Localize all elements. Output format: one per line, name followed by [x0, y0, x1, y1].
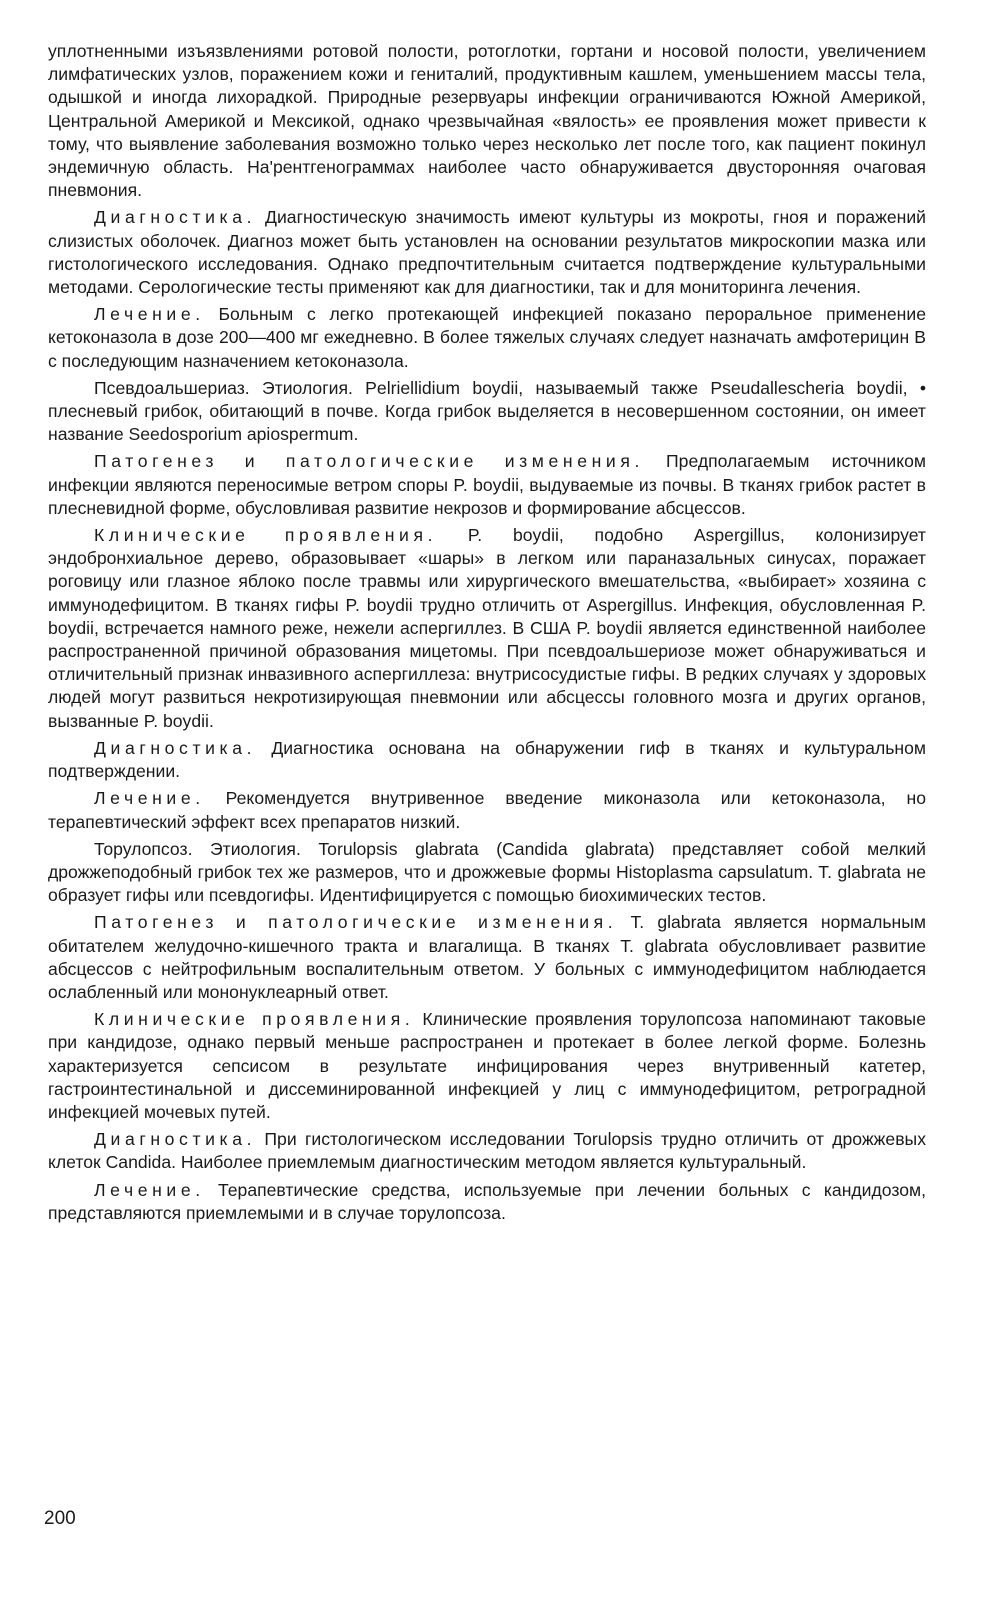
- paragraph-pathogenesis: [48, 450, 926, 520]
- paragraph-diagnostics: [48, 206, 926, 299]
- paragraph-treatment: [48, 1179, 926, 1225]
- page-body: [48, 40, 926, 1229]
- paragraph-text: Предполагаемым источником инфекции являются переносимые ветром споры P. boydii, выдуваемые из почвы. В тканях грибок растет в плесневидной форме, обусловливая развитие некрозов и формирование абсцессов.: [48, 451, 926, 518]
- paragraph-text: Рекомендуется внутривенное введение миконазола или кетоконазола, но терапевтический эффект всех препаратов низкий.: [48, 788, 926, 832]
- paragraph-text: Больным с легко протекающей инфекцией показано пероральное применение кетоконазола в дозе 200—400 мг ежедневно. В более тяжелых случаях следует назначать амфотерицин В с последующим назначением кетоконазола.: [48, 304, 926, 371]
- paragraph-text: T. glabrata является нормальным обитателем желудочно-кишечного тракта и влагалища. В тканях T. glabrata обусловливает развитие абсцессов с нейтрофильным воспалительным ответом. У больных с иммунодефицитом наблюдается ослабленный или мононуклеарный ответ.: [48, 912, 926, 1002]
- paragraph-pathogenesis: [48, 911, 926, 1004]
- paragraph-text: Клинические проявления торулопсоза напоминают таковые при кандидозе, однако первый меньше распространен и протекает в более легкой форме. Болезнь характеризуется сепсисом в результате инфицирования через внутривенный катетер, гастроинтестинальной и диссеминированной инфекцией у лиц с иммунодефицитом, ретроградной инфекцией мочевых путей.: [48, 1009, 926, 1122]
- paragraph-heading: Диагностика.: [94, 737, 257, 758]
- paragraph-text: P. boydii, подобно Aspergillus, колонизирует эндобронхиальное дерево, образовывает «шары» в легком или параназальных синусах, поражает роговицу или глазное яблоко после травмы или хирургического вмешательства, «выбирает» хозяина с иммунодефицитом. В тканях гифы P. boydii трудно отличить от Aspergillus. Инфекция, обусловленная P. boydii, встречается намного реже, нежели аспергиллез. В США P. boydii является единственной наиболее распространенной причиной образования мицетомы. При псевдоальшериозе может обнаруживаться и отличительный признак инвазивного аспергиллеза: внутрисосудистые гифы. В редких случаях у здоровых людей могут развиться некротизирующая пневмонии или абсцессы головного мозга и других органов, вызванные P. boydii.: [48, 525, 926, 731]
- paragraph-text: Терапевтические средства, используемые при лечении больных с кандидозом, представляются приемлемыми и в случае торулопсоза.: [48, 1179, 926, 1223]
- paragraph-heading: Клинические проявления.: [94, 1009, 415, 1030]
- paragraph-heading: Лечение.: [94, 1179, 205, 1200]
- paragraph-clinical-manifestations: [48, 1008, 926, 1124]
- paragraph-text: При гистологическом исследовании Torulopsis трудно отличить от дрожжевых клеток Candida. Наиболее приемлемым диагностическим методом является культуральный.: [48, 1129, 926, 1173]
- paragraph-text: Pelriellidium boydii, называемый также Pseudallescheria boydii, • плесневый грибок, обитающий в почве. Когда грибок выделяется в несовершенном состоянии, он имеет название Seedosporium apiospermum.: [48, 377, 926, 445]
- paragraph-heading: Диагностика.: [94, 1129, 257, 1150]
- paragraph-heading: Патогенез и патологические изменения.: [94, 912, 618, 933]
- paragraph-heading: Клинические проявления.: [94, 525, 438, 546]
- paragraph-heading: Диагностика.: [94, 207, 257, 228]
- paragraph-text: Диагностика основана на обнаружении гиф в тканях и культуральном подтверждении.: [48, 737, 926, 782]
- paragraph-heading: Псевдоальшериаз. Этиология.: [94, 377, 353, 398]
- paragraph-heading: Лечение.: [94, 304, 205, 325]
- paragraph-text: уплотненными изъязвлениями ротовой полости, ротоглотки, гортани и носовой полости, увеличением лимфатических узлов, поражением кожи и гениталий, продуктивным кашлем, уменьшением массы тела, одышкой и иногда лихорадкой. Природные резервуары инфекции ограничиваются Южной Америкой, Центральной Америкой и Мексикой, однако чрезвычайная «вялость» ее проявления может привести к тому, что выявление заболевания возможно только через несколько лет после того, как пациент покинул эндемичную область. На'рентгенограммах наиболее часто обнаруживается двусторонняя очаговая пневмония.: [48, 41, 926, 201]
- paragraph-text: Диагностическую значимость имеют культуры из мокроты, гноя и поражений слизистых оболочек. Диагноз может быть установлен на основании результатов микроскопии мазка или гистологического исследования. Однако предпочтительным считается подтверждение культуральными методами. Серологические тесты применяют как для диагностики, так и для мониторинга лечения.: [48, 207, 926, 298]
- page-number: 200: [44, 1508, 76, 1529]
- paragraph-text: Torulopsis glabrata (Candida glabrata) представляет собой мелкий дрожжеподобный грибок тех же размеров, что и дрожжевые формы Histoplasma capsulatum. T. glabrata не образует гифы или псевдогифы. Идентифицируется с помощью биохимических тестов.: [48, 838, 926, 906]
- paragraph-treatment: [48, 303, 926, 373]
- paragraph-pseudallescheriasis-etiology: [48, 377, 926, 447]
- paragraph-heading: Патогенез и патологические изменения.: [94, 451, 644, 472]
- paragraph-continuation: [48, 40, 926, 202]
- paragraph-torulopsosis-etiology: [48, 838, 926, 908]
- paragraph-treatment: [48, 787, 926, 833]
- paragraph-clinical-manifestations: [48, 524, 926, 733]
- paragraph-heading: Лечение.: [94, 788, 205, 809]
- paragraph-diagnostics: [48, 1128, 926, 1174]
- paragraph-heading: Торулопсоз. Этиология.: [94, 838, 301, 859]
- paragraph-diagnostics: [48, 737, 926, 783]
